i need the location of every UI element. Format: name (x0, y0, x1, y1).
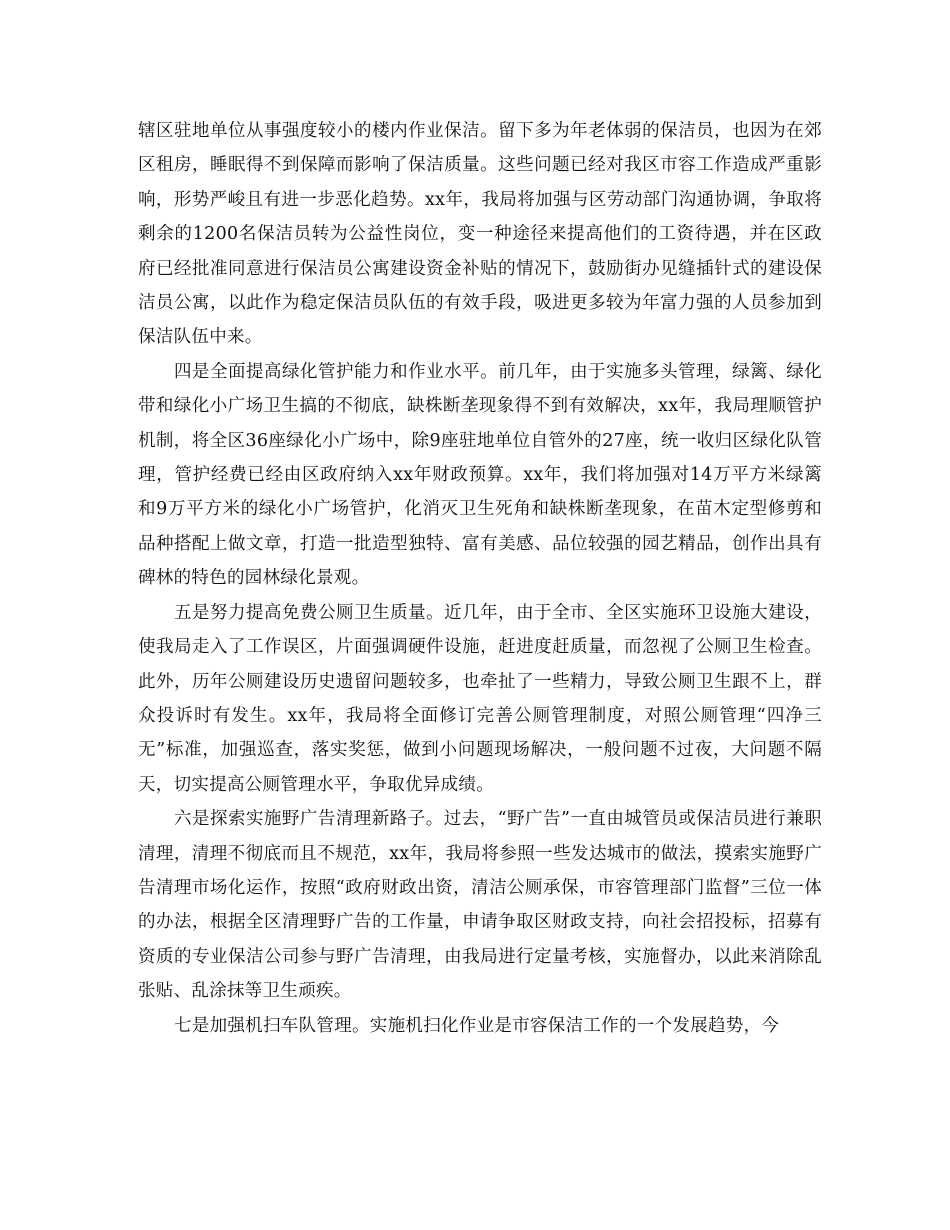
paragraph-4: 六是探索实施野广告清理新路子。过去，“野广告”一直由城管员或保洁员进行兼职清理，清理不彻底而且不规范，xx年，我局将参照一些发达城市的做法，摸索实施野广告清理市场化运作，按照“政府财政出资，清洁公厕承保，市容管理部门监督”三位一体的办法，根据全区清理野广告的工作量，申请争取区财政支持，向社会招投标，招募有资质的专业保洁公司参与野广告清理，由我局进行定量考核，实施督办，以此来消除乱张贴、乱涂抹等卫生顽疾。 (138, 809, 822, 1002)
paragraph-1: 辖区驻地单位从事强度较小的楼内作业保洁。留下多为年老体弱的保洁员，也因为在郊区租房，睡眠得不到保障而影响了保洁质量。这些问题已经对我区市容工作造成严重影响，形势严峻且有进一步恶化趋势。xx年，我局将加强与区劳动部门沟通协调，争取将剩余的1200名保洁员转为公益性岗位，变一种途径来提高他们的工资待遇，并在区政府已经批准同意进行保洁员公寓建设资金补贴的情况下，鼓励街办见缝插针式的建设保洁员公寓，以此作为稳定保洁员队伍的有效手段，吸进更多较为年富力强的人员参加到保洁队伍中来。 (138, 121, 822, 348)
document-body (138, 114, 822, 1043)
paragraph-3: 五是努力提高免费公厕卫生质量。近几年，由于全市、全区实施环卫设施大建设，使我局走入了工作误区，片面强调硬件设施，赶进度赶质量，而忽视了公厕卫生检查。此外，历年公厕建设历史遗留问题较多，也牵扯了一些精力，导致公厕卫生跟不上，群众投诉时有发生。xx年，我局将全面修订完善公厕管理制度，对照公厕管理“四净三无”标准，加强巡查，落实奖惩，做到小问题现场解决，一般问题不过夜，大问题不隔天，切实提高公厕管理水平，争取优异成绩。 (138, 602, 822, 795)
paragraph-2: 四是全面提高绿化管护能力和作业水平。前几年，由于实施多头管理，绿篱、绿化带和绿化小广场卫生搞的不彻底，缺株断垄现象得不到有效解决，xx年，我局理顺管护机制，将全区36座绿化小广场中，除9座驻地单位自管外的27座，统一收归区绿化队管理，管护经费已经由区政府纳入xx年财政预算。xx年，我们将加强对14万平方米绿篱和9万平方米的绿化小广场管护，化消灭卫生死角和缺株断垄现象，在苗木定型修剪和品种搭配上做文章，打造一批造型独特、富有美感、品位较强的园艺精品，创作出具有碑林的特色的园林绿化景观。 (138, 361, 822, 589)
paragraph-5: 七是加强机扫车队管理。实施机扫化作业是市容保洁工作的一个发展趋势，今 (174, 1015, 780, 1036)
